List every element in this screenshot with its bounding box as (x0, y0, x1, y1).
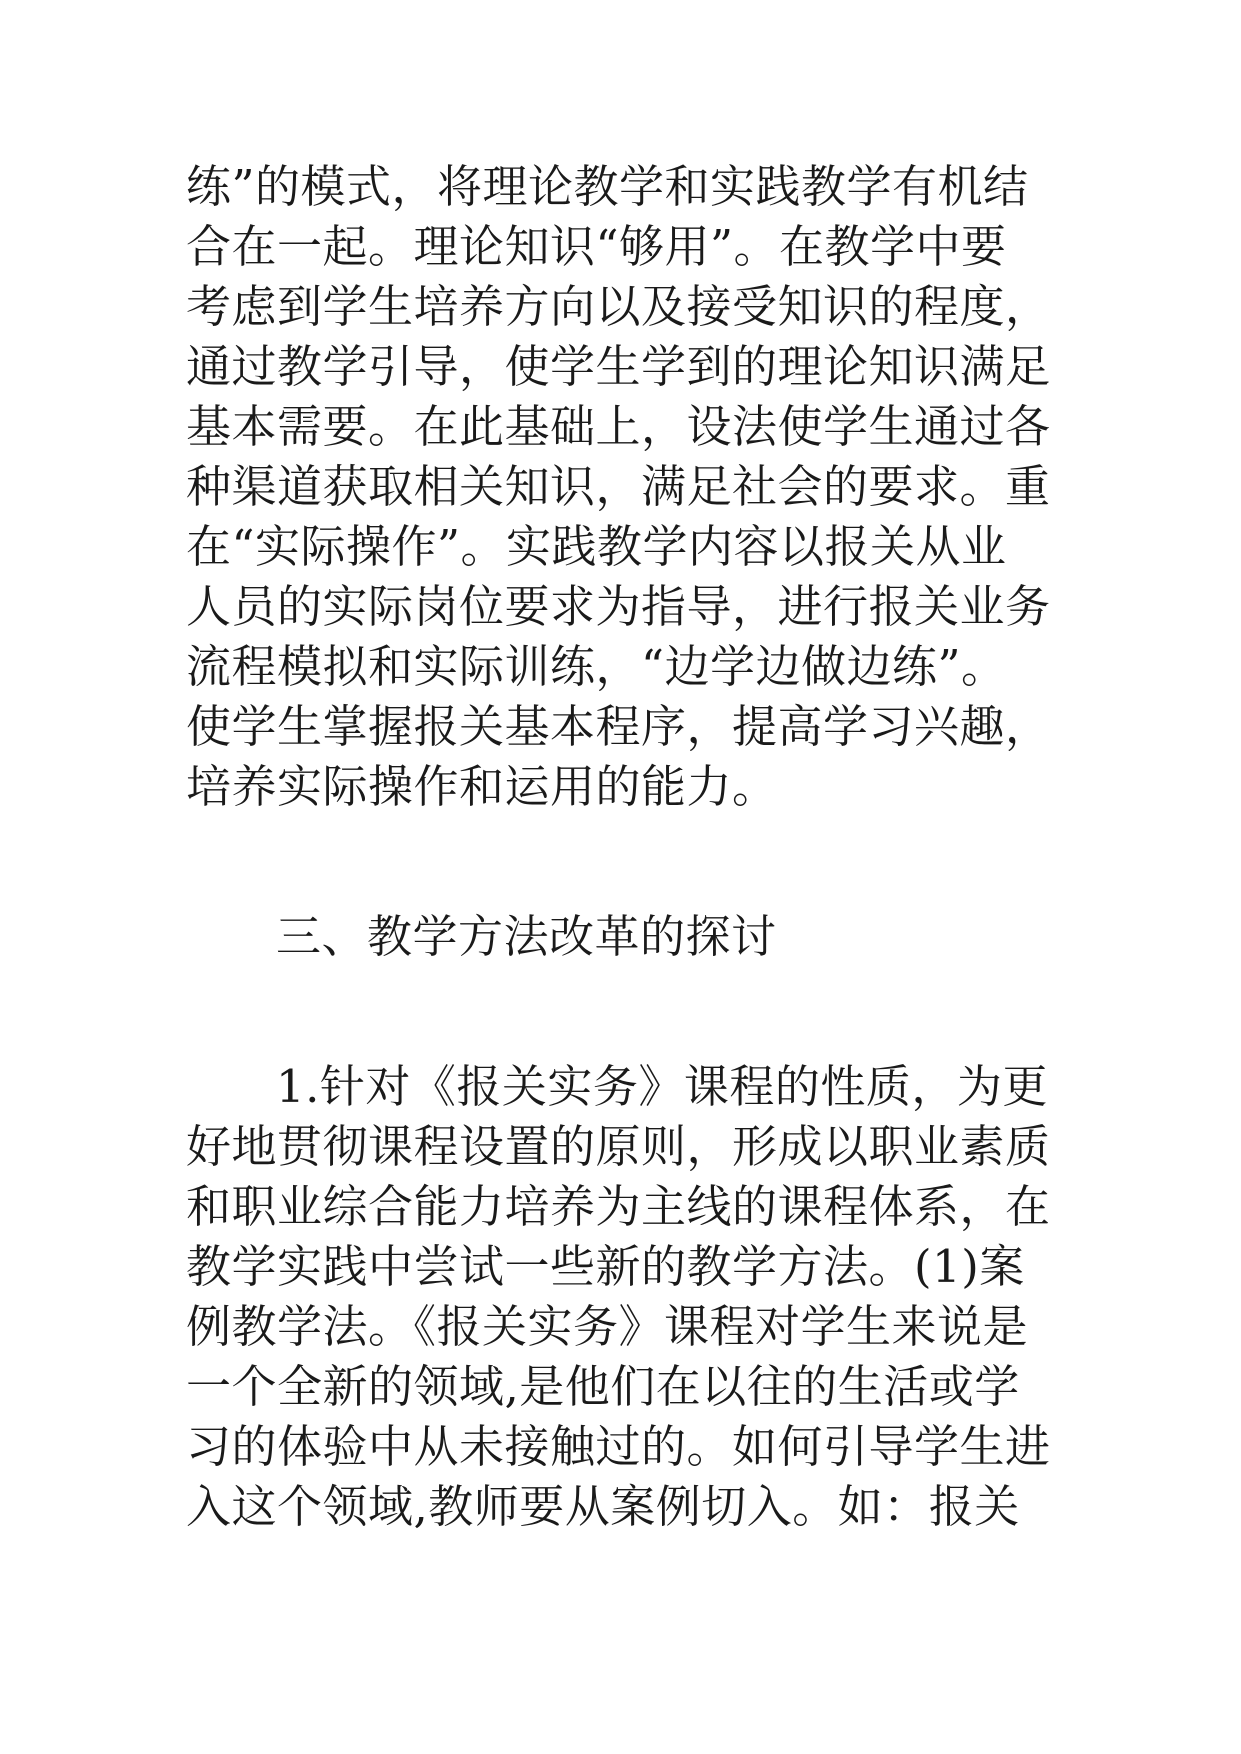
body-line: 在“实际操作”。实践教学内容以报关从业 (186, 520, 1007, 573)
body-line: 培养实际操作和运用的能力。 (186, 760, 778, 813)
body-line: 考虑到学生培养方向以及接受知识的程度， (186, 280, 1051, 333)
body-line: 通过教学引导，使学生学到的理论知识满足 (186, 340, 1051, 393)
body-line: 教学实践中尝试一些新的教学方法。(1)案 (186, 1240, 1025, 1293)
body-line: 流程模拟和实际训练，“边学边做边练”。 (186, 640, 1007, 693)
body-line: 使学生掌握报关基本程序，提高学习兴趣， (186, 700, 1051, 753)
body-line: 好地贯彻课程设置的原则，形成以职业素质 (186, 1120, 1051, 1173)
body-line: 例教学法。《报关实务》课程对学生来说是 (186, 1300, 1029, 1353)
body-line: 合在一起。理论知识“够用”。在教学中要 (186, 220, 1007, 273)
body-line: 一个全新的领域,是他们在以往的生活或学 (186, 1360, 1020, 1413)
body-line: 1.针对《报关实务》课程的性质，为更 (276, 1060, 1048, 1113)
body-line: 和职业综合能力培养为主线的课程体系，在 (186, 1180, 1051, 1233)
body-line: 基本需要。在此基础上，设法使学生通过各 (186, 400, 1051, 453)
body-line: 习的体验中从未接触过的。如何引导学生进 (186, 1420, 1051, 1473)
body-line: 种渠道获取相关知识，满足社会的要求。重 (186, 460, 1051, 513)
body-line: 人员的实际岗位要求为指导，进行报关业务 (186, 580, 1051, 633)
section-heading: 三、教学方法改革的探讨 (276, 910, 777, 963)
body-line: 入这个领域,教师要从案例切入。如：报关 (186, 1480, 1020, 1533)
body-line: 练”的模式，将理论教学和实践教学有机结 (186, 160, 1029, 213)
